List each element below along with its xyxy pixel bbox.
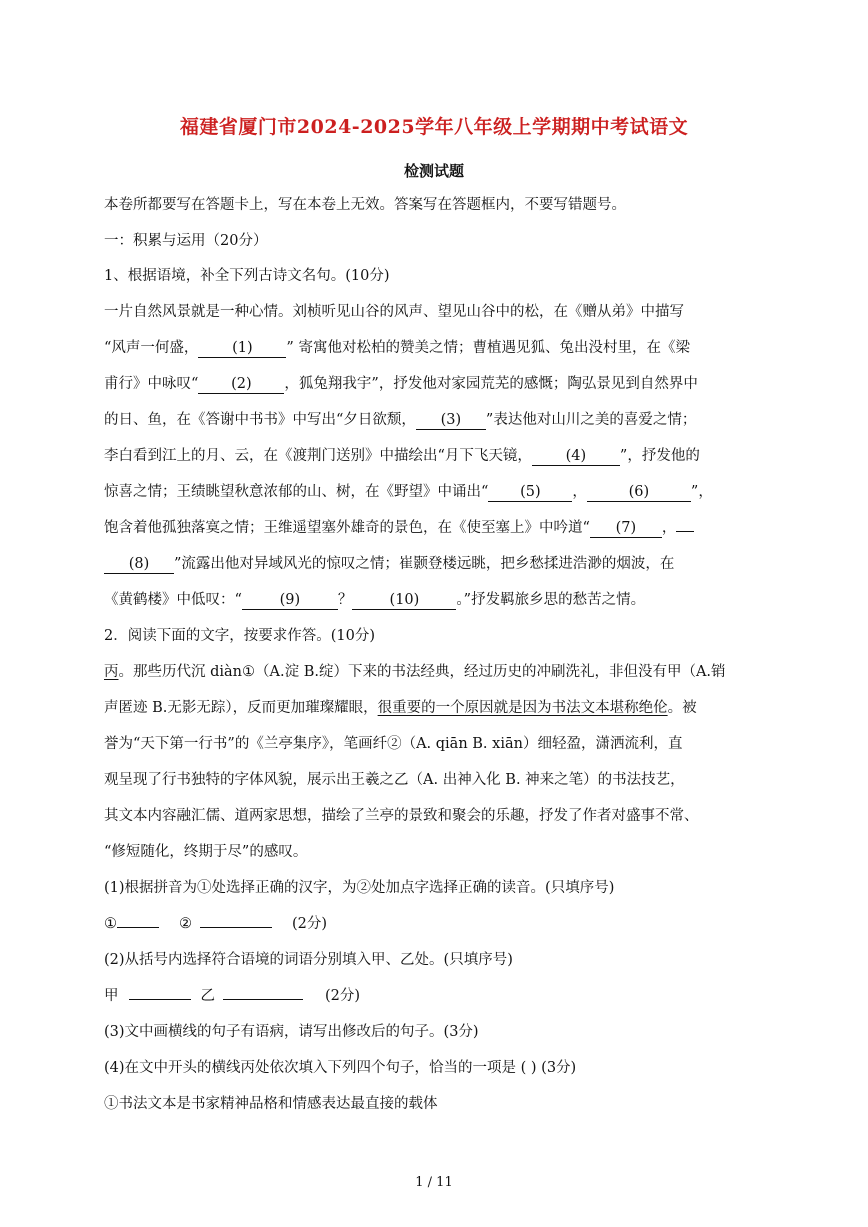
q1-line: 饱含着他孤独落寞之情；王维遥望塞外雄奇的景色，在《使至塞上》中吟道“ (7) ， [104,518,694,538]
instructions: 本卷所都要写在答题卡上，写在本卷上无效。答案写在答题框内，不要写错题号。 [104,197,626,213]
q1-line: 《黄鹤楼》中低叹：“ (9) ？ (10) 。”抒发羁旅乡思的愁苦之情。 [104,592,646,608]
question-1-heading: 1、根据语境，补全下列古诗文名句。(10分) [104,268,390,284]
q2-passage-line: 其文本内容融汇儒、道两家思想，描绘了兰亭的景致和聚会的乐趣，抒发了作者对盛事不常、 [104,808,699,824]
sub-question-1-answer: ① ② (2分) [104,916,328,932]
q1-line: (8) ”流露出他对异域风光的惊叹之情；崔颢登楼远眺，把乡愁揉进浩渺的烟波，在 [104,554,674,574]
sub-question-1: (1)根据拼音为①处选择正确的汉字，为②处加点字选择正确的读音。(只填序号) [104,880,615,896]
answer-blank[interactable]: (8) [104,555,174,574]
q2-passage-line: 声匿迹 B.无影无踪），反而更加璀璨耀眼，很重要的一个原因就是因为书法文本堪称绝伦。被 [104,700,697,716]
q1-line: 一片自然风景就是一种心情。刘桢听见山谷的风声、望见山谷中的松，在《赠从弟》中描写 [104,304,684,320]
answer-blank[interactable]: (2) [198,375,284,394]
answer-blank[interactable]: (9) [242,591,338,610]
underlined-sentence: 很重要的一个原因就是因为书法文本堪称绝伦 [377,700,668,716]
q1-line: 的日、鱼，在《答谢中书书》中写出“夕日欲颓， (3) ”表达他对山川之美的喜爱之情； [104,412,697,428]
answer-blank[interactable] [223,999,303,1000]
answer-blank[interactable] [676,531,694,532]
document-subtitle: 检测试题 [403,162,464,180]
q1-line: 甫行》中咏叹“ (2) ，狐兔翔我宇”，抒发他对家园荒芜的感慨；陶弘景见到自然界中 [104,376,698,392]
answer-blank[interactable] [200,927,272,928]
section-heading: 一：积累与运用（20分） [104,233,268,249]
q1-line: “风声一何盛， (1) ” 寄寓他对松柏的赞美之情；曹植遇见狐、兔出没村里，在《梁 [104,340,690,356]
answer-blank[interactable]: (6) [587,483,691,502]
blank-bing: 丙 [104,664,119,680]
answer-blank[interactable]: (5) [488,483,572,502]
question-2-heading: 2．阅读下面的文字，按要求作答。(10分) [104,628,375,644]
answer-blank[interactable]: (3) [416,411,486,430]
q2-passage-line: 观呈现了行书独特的字体风貌，展示出王羲之乙（A. 出神入化 B. 神来之笔）的书法技艺， [104,772,685,788]
page-number: 1 / 11 [415,1175,453,1190]
sub-question-2: (2)从括号内选择符合语境的词语分别填入甲、乙处。(只填序号) [104,952,513,968]
q1-line: 惊喜之情；王绩眺望秋意浓郁的山、树，在《野望》中诵出“ (5) ， (6) ”， [104,484,713,500]
answer-blank[interactable] [129,999,191,1000]
q1-line: 李白看到江上的月、云，在《渡荆门送别》中描绘出“月下飞天镜， (4) ”，抒发他的 [104,448,700,464]
document-title: 福建省厦门市2024-2025学年八年级上学期期中考试语文 [179,116,689,138]
sub-question-4: (4)在文中开头的横线丙处依次填入下列四个句子，恰当的一项是 ( ) (3分) [104,1060,577,1076]
answer-blank[interactable]: (1) [198,339,286,358]
sub-question-3: (3)文中画横线的句子有语病，请写出修改后的句子。(3分) [104,1024,479,1040]
answer-blank[interactable]: (4) [532,447,620,466]
q2-passage-line: 誉为“天下第一行书”的《兰亭集序》，笔画纤②（A. qiān B. xiān）细轻盈，潇洒流利，直 [104,736,683,752]
answer-blank[interactable]: (7) [590,519,662,538]
answer-blank[interactable] [117,927,159,928]
option-1: ①书法文本是书家精神品格和情感表达最直接的载体 [104,1096,438,1112]
answer-blank[interactable]: (10) [352,591,456,610]
q2-passage-line: 丙。那些历代沉 diàn①（A.淀 B.绽）下来的书法经典，经过历史的冲刷洗礼，非但没有甲（A.销 [104,664,726,680]
sub-question-2-answer: 甲 乙 (2分) [104,988,361,1004]
q2-passage-line: “修短随化，终期于尽”的感叹。 [104,844,308,860]
